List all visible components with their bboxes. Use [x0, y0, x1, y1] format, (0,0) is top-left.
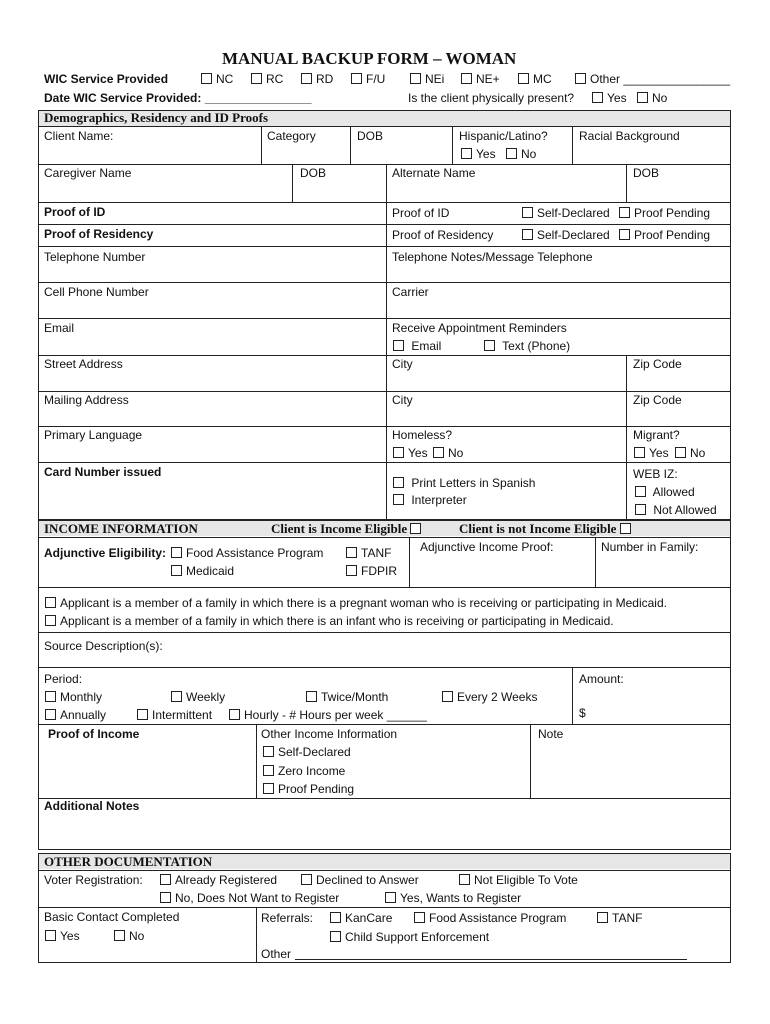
- present-label: Is the client physically present?: [408, 91, 575, 105]
- mailing-city-label: City: [392, 393, 413, 407]
- proof-id-self-declared[interactable]: Self-Declared: [522, 206, 610, 220]
- checkbox-icon: [160, 892, 171, 903]
- webiz-label: WEB IZ:: [633, 467, 678, 481]
- checkbox-icon: [637, 92, 648, 103]
- basic-yes[interactable]: Yes: [45, 929, 80, 943]
- family-number-label: Number in Family:: [601, 540, 699, 554]
- webiz-not-allowed[interactable]: Not Allowed: [635, 503, 717, 517]
- migrant-yes[interactable]: Yes: [634, 446, 669, 460]
- member-infant[interactable]: Applicant is a member of a family in which there is an infant who is receiving or participating in Medicaid.: [45, 614, 614, 628]
- language-label: Primary Language: [44, 428, 143, 442]
- service-fu[interactable]: F/U: [351, 72, 385, 86]
- adj-food[interactable]: Food Assistance Program: [171, 546, 323, 560]
- caregiver-label: Caregiver Name: [44, 166, 132, 180]
- adj-tanf[interactable]: TANF: [346, 546, 391, 560]
- checkbox-icon: [635, 486, 646, 497]
- referral-child-support[interactable]: Child Support Enforcement: [330, 930, 489, 944]
- checkbox-icon: [346, 565, 357, 576]
- checkbox-icon: [114, 930, 125, 941]
- other-heading: OTHER DOCUMENTATION: [44, 854, 213, 869]
- telephone-label: Telephone Number: [44, 250, 146, 264]
- reminder-email[interactable]: Email: [393, 339, 441, 353]
- checkbox-icon: [45, 691, 56, 702]
- checkbox-icon: [137, 709, 148, 720]
- mailing-zip-label: Zip Code: [633, 393, 682, 407]
- checkbox-icon: [597, 912, 608, 923]
- checkbox-icon: [171, 565, 182, 576]
- checkbox-icon: [459, 874, 470, 885]
- checkbox-icon: [45, 615, 56, 626]
- homeless-no[interactable]: No: [433, 446, 463, 460]
- period-annually[interactable]: Annually: [45, 708, 106, 722]
- checkbox-icon: [620, 523, 631, 534]
- service-nc[interactable]: NC: [201, 72, 233, 86]
- checkbox-icon: [393, 340, 404, 351]
- hispanic-yes[interactable]: Yes: [461, 147, 496, 161]
- voter-not-eligible[interactable]: Not Eligible To Vote: [459, 873, 578, 887]
- note-label: Note: [538, 727, 564, 741]
- checkbox-icon: [393, 477, 404, 488]
- telephone-notes-label: Telephone Notes/Message Telephone: [392, 250, 593, 264]
- referrals-label: Referrals:: [261, 911, 314, 925]
- checkbox-icon: [635, 504, 646, 515]
- page-title: MANUAL BACKUP FORM – WOMAN: [222, 49, 517, 68]
- checkbox-icon: [263, 765, 274, 776]
- proof-income-label: Proof of Income: [48, 727, 140, 741]
- alternate-name-label: Alternate Name: [392, 166, 476, 180]
- voter-already[interactable]: Already Registered: [160, 873, 277, 887]
- hispanic-no[interactable]: No: [506, 147, 536, 161]
- checkbox-icon: [522, 229, 533, 240]
- reminder-text[interactable]: Text (Phone): [484, 339, 570, 353]
- adj-medicaid[interactable]: Medicaid: [171, 564, 234, 578]
- proof-residency-pending[interactable]: Proof Pending: [619, 228, 710, 242]
- service-mc[interactable]: MC: [518, 72, 552, 86]
- checkbox-icon: [634, 447, 645, 458]
- service-rc[interactable]: RC: [251, 72, 283, 86]
- checkbox-icon: [575, 73, 586, 84]
- referral-tanf[interactable]: TANF: [597, 911, 642, 925]
- adjunctive-label: Adjunctive Eligibility:: [44, 546, 167, 560]
- period-label: Period:: [44, 672, 83, 686]
- checkbox-icon: [330, 931, 341, 942]
- adj-proof-label: Adjunctive Income Proof:: [420, 540, 554, 554]
- source-description-label: Source Description(s):: [44, 639, 163, 653]
- card-number-label: Card Number issued: [44, 465, 162, 479]
- checkbox-icon: [518, 73, 529, 84]
- income-self-declared[interactable]: Self-Declared: [263, 745, 351, 759]
- racial-label: Racial Background: [579, 129, 680, 143]
- category-label: Category: [267, 129, 316, 143]
- street-zip-label: Zip Code: [633, 357, 682, 371]
- checkbox-icon: [301, 73, 312, 84]
- checkbox-icon: [461, 73, 472, 84]
- income-not-eligible[interactable]: Client is not Income Eligible: [459, 521, 635, 537]
- migrant-label: Migrant?: [633, 428, 680, 442]
- checkbox-icon: [160, 874, 171, 885]
- voter-yes-register[interactable]: Yes, Wants to Register: [385, 891, 521, 905]
- checkbox-icon: [619, 207, 630, 218]
- member-pregnant[interactable]: Applicant is a member of a family in which there is a pregnant woman who is receiving or participating in Medicaid.: [45, 596, 667, 610]
- hispanic-label: Hispanic/Latino?: [459, 129, 548, 143]
- proof-id-pending[interactable]: Proof Pending: [619, 206, 710, 220]
- service-rd[interactable]: RD: [301, 72, 333, 86]
- voter-declined[interactable]: Declined to Answer: [301, 873, 419, 887]
- checkbox-icon: [346, 547, 357, 558]
- checkbox-icon: [301, 874, 312, 885]
- referral-kancare[interactable]: KanCare: [330, 911, 392, 925]
- service-other[interactable]: Other ________________: [575, 72, 730, 86]
- checkbox-icon: [619, 229, 630, 240]
- referral-other-label: Other: [261, 947, 292, 961]
- webiz-allowed[interactable]: Allowed: [635, 485, 695, 499]
- checkbox-icon: [45, 709, 56, 720]
- mailing-label: Mailing Address: [44, 393, 129, 407]
- homeless-yes[interactable]: Yes: [393, 446, 428, 460]
- checkbox-icon: [171, 691, 182, 702]
- checkbox-icon: [45, 930, 56, 941]
- checkbox-icon: [433, 447, 444, 458]
- street-city-label: City: [392, 357, 413, 371]
- demographics-heading: Demographics, Residency and ID Proofs: [44, 110, 269, 125]
- demographics-section: [38, 110, 731, 520]
- reminders-label: Receive Appointment Reminders: [392, 321, 567, 335]
- interpreter[interactable]: Interpreter: [393, 493, 467, 507]
- present-yes[interactable]: Yes: [592, 91, 627, 105]
- homeless-label: Homeless?: [392, 428, 453, 442]
- service-neplus[interactable]: NE+: [461, 72, 500, 86]
- checkbox-icon: [592, 92, 603, 103]
- date-wic-service[interactable]: Date WIC Service Provided: ________________: [44, 91, 312, 105]
- period-intermittent[interactable]: Intermittent: [137, 708, 212, 722]
- income-zero[interactable]: Zero Income: [263, 764, 345, 778]
- checkbox-icon: [410, 73, 421, 84]
- basic-contact-label: Basic Contact Completed: [44, 910, 180, 924]
- checkbox-icon: [306, 691, 317, 702]
- adj-fdpir[interactable]: FDPIR: [346, 564, 397, 578]
- period-weekly[interactable]: Weekly: [171, 690, 225, 704]
- checkbox-icon: [351, 73, 362, 84]
- amount-dollar: $: [579, 706, 586, 720]
- voter-label: Voter Registration:: [44, 873, 143, 887]
- other-income-label: Other Income Information: [261, 727, 398, 741]
- proof-residency-self-declared[interactable]: Self-Declared: [522, 228, 610, 242]
- proof-residency-label: Proof of Residency: [44, 227, 154, 241]
- checkbox-icon: [251, 73, 262, 84]
- checkbox-icon: [414, 912, 425, 923]
- checkbox-icon: [45, 597, 56, 608]
- proof-residency-right-label: Proof of Residency: [392, 228, 494, 242]
- proof-id-right-label: Proof of ID: [392, 206, 450, 220]
- checkbox-icon: [410, 523, 421, 534]
- checkbox-icon: [171, 547, 182, 558]
- alternate-dob-label: DOB: [633, 166, 660, 180]
- period-hourly[interactable]: Hourly - # Hours per week ______: [229, 708, 427, 722]
- checkbox-icon: [393, 447, 404, 458]
- carrier-label: Carrier: [392, 285, 429, 299]
- wic-service-label: WIC Service Provided: [44, 72, 169, 86]
- checkbox-icon: [484, 340, 495, 351]
- checkbox-icon: [330, 912, 341, 923]
- period-monthly[interactable]: Monthly: [45, 690, 102, 704]
- income-heading: INCOME INFORMATION: [44, 521, 198, 536]
- income-eligible[interactable]: Client is Income Eligible: [271, 521, 425, 537]
- present-no[interactable]: No: [637, 91, 667, 105]
- street-label: Street Address: [44, 357, 123, 371]
- amount-label: Amount:: [579, 672, 624, 686]
- client-name-label: Client Name:: [44, 129, 114, 143]
- referral-food[interactable]: Food Assistance Program: [414, 911, 566, 925]
- income-pending[interactable]: Proof Pending: [263, 782, 354, 796]
- period-every2[interactable]: Every 2 Weeks: [442, 690, 537, 704]
- checkbox-icon: [675, 447, 686, 458]
- checkbox-icon: [263, 746, 274, 757]
- checkbox-icon: [461, 148, 472, 159]
- migrant-no[interactable]: No: [675, 446, 705, 460]
- print-spanish[interactable]: Print Letters in Spanish: [393, 476, 535, 490]
- checkbox-icon: [201, 73, 212, 84]
- service-nei[interactable]: NEi: [410, 72, 444, 86]
- checkbox-icon: [522, 207, 533, 218]
- checkbox-icon: [506, 148, 517, 159]
- checkbox-icon: [229, 709, 240, 720]
- proof-id-label: Proof of ID: [44, 205, 106, 219]
- cell-phone-label: Cell Phone Number: [44, 285, 149, 299]
- basic-no[interactable]: No: [114, 929, 144, 943]
- checkbox-icon: [442, 691, 453, 702]
- checkbox-icon: [393, 494, 404, 505]
- period-twice[interactable]: Twice/Month: [306, 690, 388, 704]
- additional-notes-label: Additional Notes: [44, 799, 140, 813]
- checkbox-icon: [385, 892, 396, 903]
- checkbox-icon: [263, 783, 274, 794]
- dob-label: DOB: [357, 129, 384, 143]
- email-label: Email: [44, 321, 75, 335]
- voter-no-register[interactable]: No, Does Not Want to Register: [160, 891, 339, 905]
- referral-other-line[interactable]: [295, 959, 687, 960]
- caregiver-dob-label: DOB: [300, 166, 327, 180]
